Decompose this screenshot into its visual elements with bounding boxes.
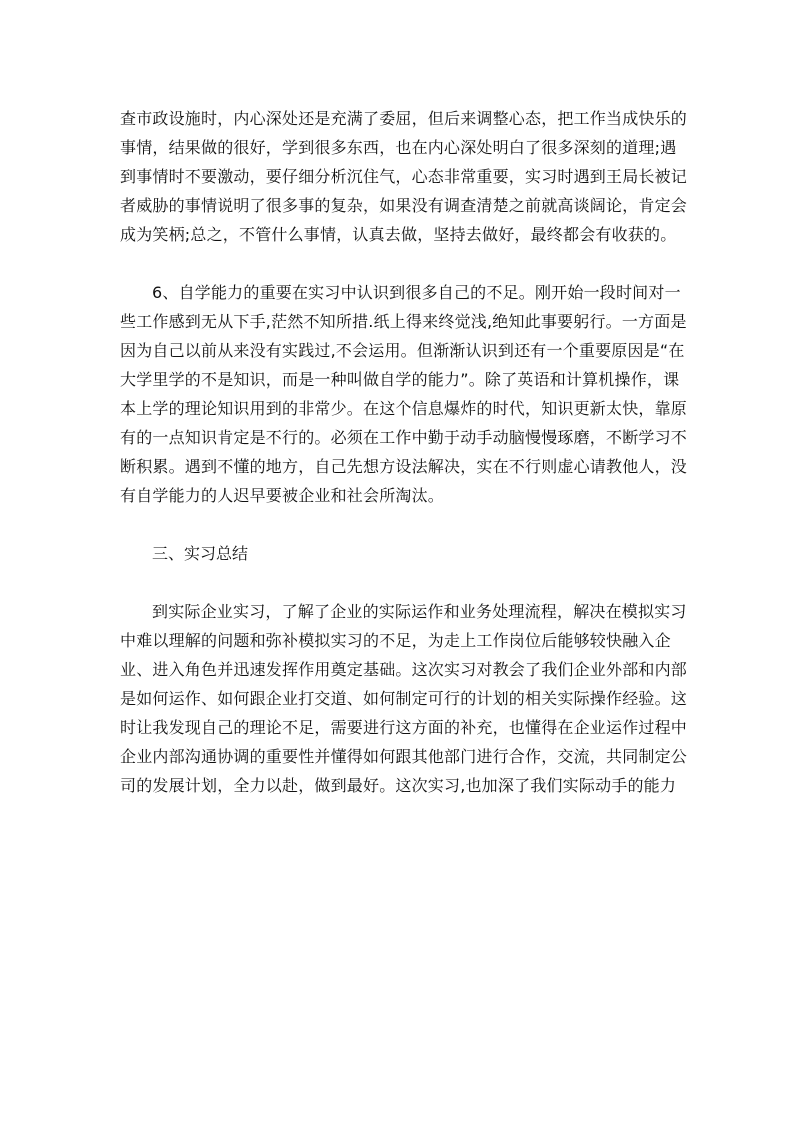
paragraph-1-line-2: 事情，结果做的很好，学到很多东西，也在内心深处明白了很多深刻的道理;遇: [120, 138, 677, 157]
paragraph-spacer: [120, 510, 676, 539]
paragraph-2-line-2: 些工作感到无从下手,茫然不知所措.纸上得来终觉浅,绝知此事要躬行。一方面是: [120, 312, 687, 331]
paragraph-3-line-6: 企业内部沟通协调的重要性并懂得如何跟其他部门进行合作，交流，共同制定公: [120, 747, 688, 766]
paragraph-3-line-3: 业、进入角色并迅速发挥作用奠定基础。这次实习对教会了我们企业外部和内部: [120, 660, 688, 679]
paragraph-1: [120, 104, 688, 249]
paragraph-3-line-7: 司的发展计划，全力以赴，做到最好。这次实习,也加深了我们实际动手的能力: [120, 776, 677, 795]
paragraph-2-line-3: 因为自己以前从来没有实践过,不会运用。但渐渐认识到还有一个重要原因是“在: [120, 341, 685, 360]
paragraph-1-line-1: 查市政设施时，内心深处还是充满了委屈，但后来调整心态，把工作当成快乐的: [120, 109, 688, 128]
paragraph-3: [120, 597, 688, 800]
paragraph-2-line-8: 有自学能力的人迟早要被企业和社会所淘汰。: [120, 486, 445, 505]
paragraph-3-line-2: 中难以理解的问题和弥补模拟实习的不足，为走上工作岗位后能够较快融入企: [120, 631, 671, 650]
paragraph-2-line-5: 本上学的理论知识用到的非常少。在这个信息爆炸的时代，知识更新太快，靠原: [120, 399, 688, 418]
paragraph-1-line-4: 者威胁的事情说明了很多事的复杂，如果没有调查清楚之前就高谈阔论，肯定会: [120, 196, 688, 215]
paragraph-2: [120, 278, 688, 510]
paragraph-1-line-5: 成为笑柄;总之，不管什么事情，认真去做，坚持去做好，最终都会有收获的。: [120, 225, 677, 244]
paragraph-2-line-1: 6、自学能力的重要在实习中认识到很多自己的不足。刚开始一段时间对一: [152, 283, 681, 302]
paragraph-spacer: [120, 249, 676, 278]
paragraph-1-line-3: 到事情时不要激动，要仔细分析沉住气，心态非常重要，实习时遇到王局长被记: [120, 167, 688, 186]
section-heading: 三、实习总结: [152, 544, 249, 563]
document-body: [120, 104, 688, 800]
paragraph-2-line-4: 大学里学的不是知识，而是一种叫做自学的能力”。除了英语和计算机操作，课: [120, 370, 680, 389]
paragraph-3-line-5: 时让我发现自己的理论不足，需要进行这方面的补充，也懂得在企业运作过程中: [120, 718, 688, 737]
paragraph-3-line-4: 是如何运作、如何跟企业打交道、如何制定可行的计划的相关实际操作经验。这: [120, 689, 688, 708]
paragraph-2-line-7: 断积累。遇到不懂的地方，自己先想方设法解决，实在不行则虚心请教他人，没: [120, 457, 688, 476]
paragraph-2-line-6: 有的一点知识肯定是不行的。必须在工作中勤于动手动脑慢慢琢磨，不断学习不: [120, 428, 688, 447]
paragraph-spacer: [120, 568, 676, 597]
paragraph-3-line-1: 到实际企业实习，了解了企业的实际运作和业务处理流程，解决在模拟实习: [152, 602, 687, 621]
